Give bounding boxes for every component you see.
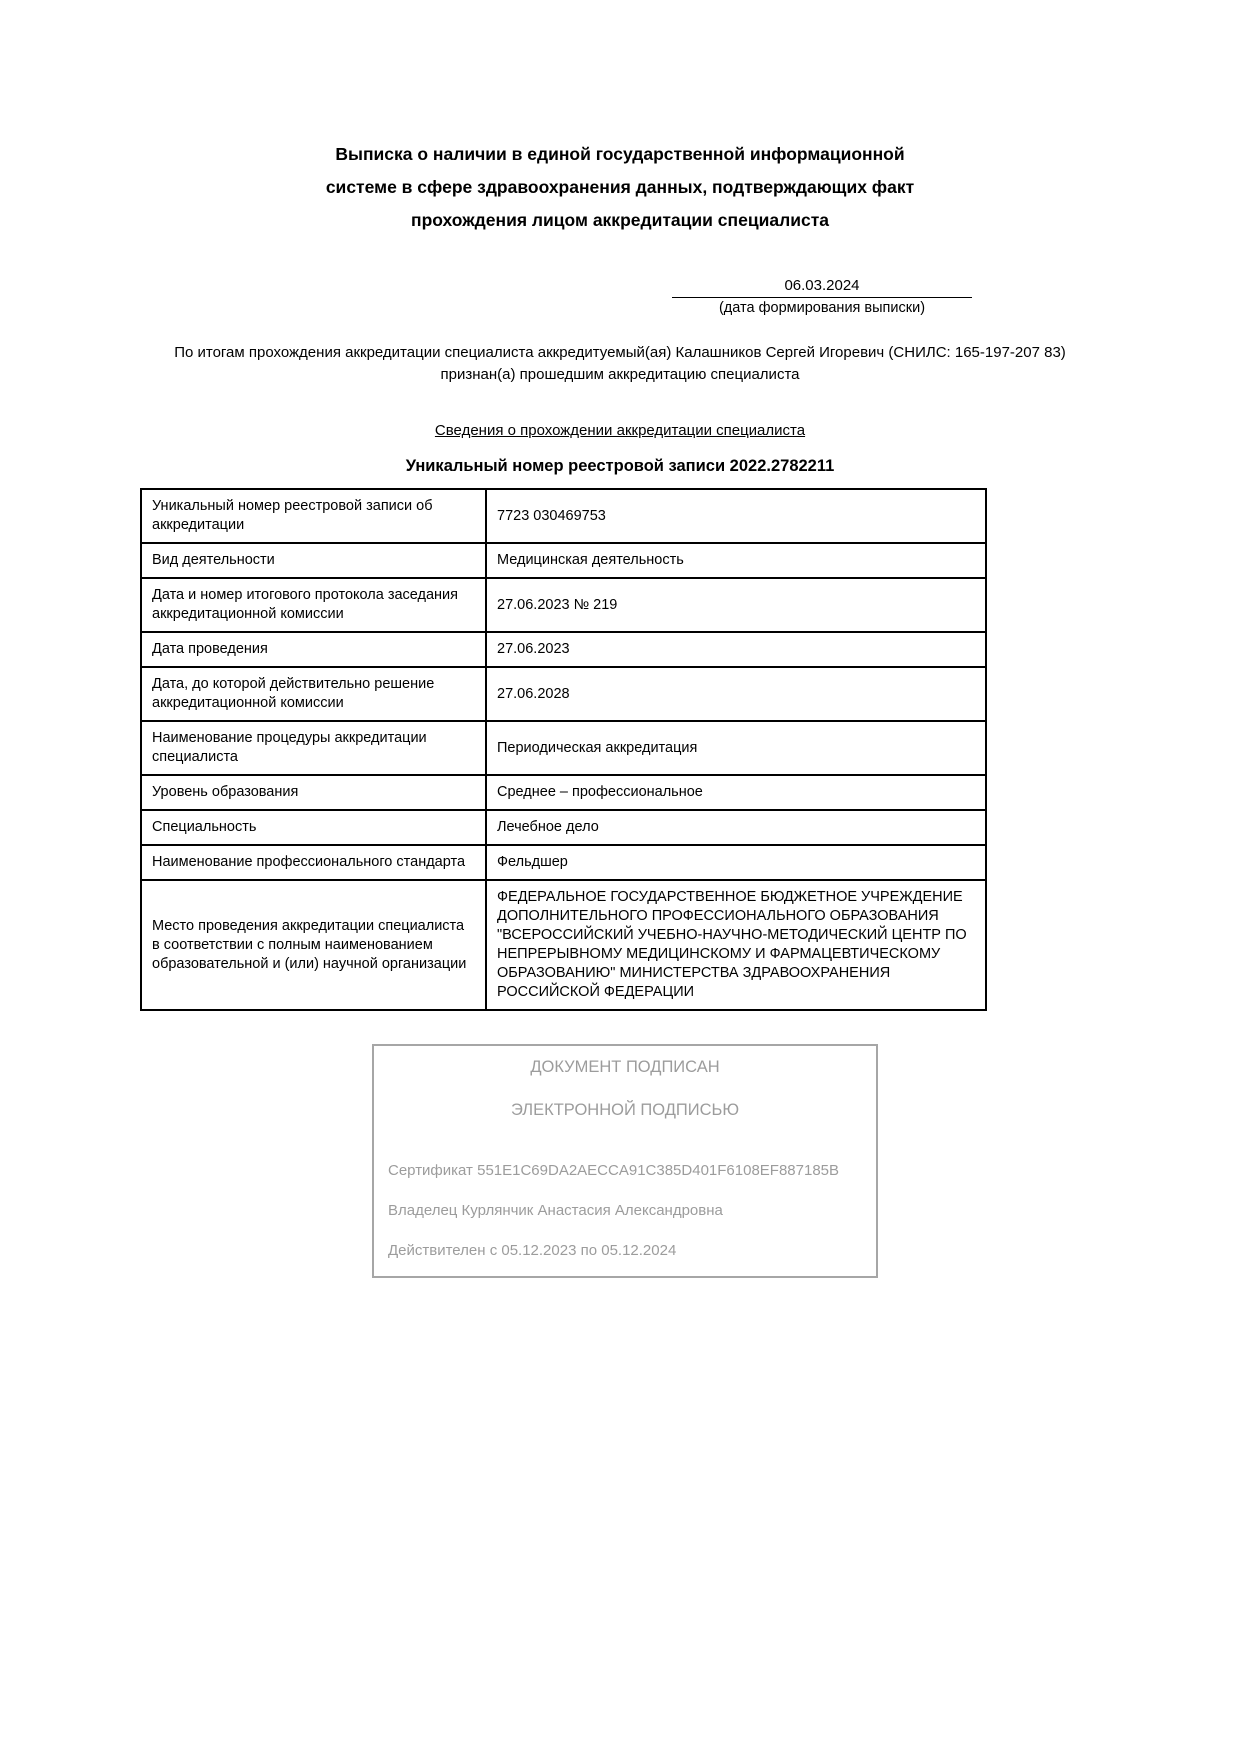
- table-row: [141, 880, 986, 1010]
- row-label-education-level: Уровень образования: [141, 775, 486, 810]
- signature-validity: Действителен с 05.12.2023 по 05.12.2024: [388, 1242, 677, 1259]
- accreditation-table: [140, 488, 987, 1011]
- table-row: [141, 775, 986, 810]
- row-label-specialty: Специальность: [141, 810, 486, 845]
- row-label-activity-type: Вид деятельности: [141, 543, 486, 578]
- document-title: [0, 0, 1240, 237]
- row-label-accreditation-place: Место проведения аккредитации специалиста в соответствии с полным наименованием образовательной и (или) научной организации: [141, 880, 486, 1010]
- row-label-valid-until: Дата, до которой действительно решение аккредитационной комиссии: [141, 667, 486, 721]
- row-value-education-level: Среднее – профессиональное: [486, 775, 986, 810]
- row-label-registry-number: Уникальный номер реестровой записи об аккредитации: [141, 489, 486, 543]
- table-row: [141, 845, 986, 880]
- signature-title-line-1: ДОКУМЕНТ ПОДПИСАН: [530, 1058, 720, 1076]
- row-value-valid-until: 27.06.2028: [486, 667, 986, 721]
- row-value-procedure-name: Периодическая аккредитация: [486, 721, 986, 775]
- row-label-procedure-name: Наименование процедуры аккредитации специалиста: [141, 721, 486, 775]
- row-value-date-held: 27.06.2023: [486, 632, 986, 667]
- row-value-activity-type: Медицинская деятельность: [486, 543, 986, 578]
- table-row: [141, 632, 986, 667]
- row-label-protocol: Дата и номер итогового протокола заседания аккредитационной комиссии: [141, 578, 486, 632]
- intro-line-2: признан(а) прошедшим аккредитацию специалиста: [440, 366, 800, 383]
- row-value-accreditation-place: ФЕДЕРАЛЬНОЕ ГОСУДАРСТВЕННОЕ БЮДЖЕТНОЕ УЧРЕЖДЕНИЕ ДОПОЛНИТЕЛЬНОГО ПРОФЕССИОНАЛЬНОГО ОБРАЗОВАНИЯ "ВСЕРОССИЙСКИЙ УЧЕБНО-НАУЧНО-МЕТОДИЧЕСКИЙ ЦЕНТР ПО НЕПРЕРЫВНОМУ МЕДИЦИНСКОМУ И ФАРМАЦЕВТИЧЕСКОМУ ОБРАЗОВАНИЮ" МИНИСТЕРСТВА ЗДРАВООХРАНЕНИЯ РОССИЙСКОЙ ФЕДЕРАЦИИ: [486, 880, 986, 1010]
- document-title-line-3: прохождения лицом аккредитации специалиста: [411, 210, 829, 230]
- table-row: [141, 489, 986, 543]
- table-row: [141, 578, 986, 632]
- row-label-date-held: Дата проведения: [141, 632, 486, 667]
- table-row: [141, 543, 986, 578]
- section-heading: Сведения о прохождении аккредитации специалиста: [434, 422, 806, 439]
- row-value-protocol: 27.06.2023 № 219: [486, 578, 986, 632]
- signature-title-line-2: ЭЛЕКТРОННОЙ ПОДПИСЬЮ: [510, 1101, 740, 1119]
- electronic-signature-stamp: [372, 1044, 878, 1278]
- row-label-professional-standard: Наименование профессионального стандарта: [141, 845, 486, 880]
- document-title-line-1: Выписка о наличии в единой государственной информационной: [335, 144, 905, 164]
- extract-date-caption: (дата формирования выписки): [718, 300, 926, 316]
- signature-certificate: Сертификат 551E1C69DA2AECCA91C385D401F6108EF887185B: [388, 1162, 840, 1179]
- row-value-professional-standard: Фельдшер: [486, 845, 986, 880]
- intro-paragraph: [0, 342, 1240, 386]
- table-row: [141, 810, 986, 845]
- row-value-specialty: Лечебное дело: [486, 810, 986, 845]
- intro-line-1: По итогам прохождения аккредитации специалиста аккредитуемый(ая) Калашников Сергей Игоревич (СНИЛС: 165-197-207 83): [174, 344, 1066, 361]
- row-value-registry-number: 7723 030469753: [486, 489, 986, 543]
- extract-date-block: [672, 277, 972, 316]
- document-title-line-2: системе в сфере здравоохранения данных, подтверждающих факт: [325, 177, 915, 197]
- table-row: [141, 721, 986, 775]
- registry-number-heading: Уникальный номер реестровой записи 2022.2782211: [405, 457, 835, 475]
- extract-date: 06.03.2024: [672, 277, 972, 298]
- signature-owner: Владелец Курлянчик Анастасия Александровна: [388, 1202, 723, 1219]
- table-row: [141, 667, 986, 721]
